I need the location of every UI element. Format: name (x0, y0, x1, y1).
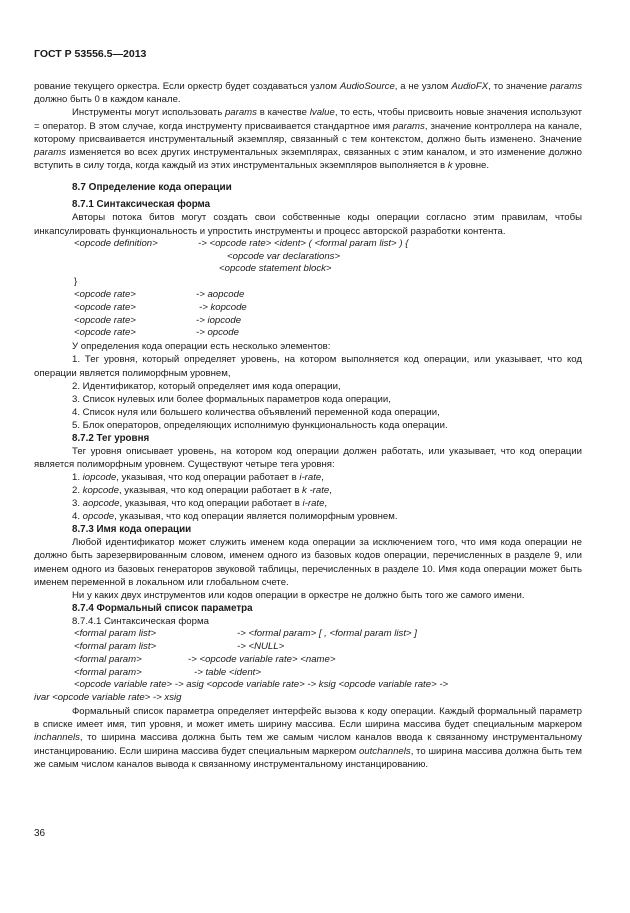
section-8-7-1-heading: 8.7.1 Синтаксическая форма (72, 199, 211, 211)
italic-term: params (550, 81, 582, 92)
syntax-formal-param-table: <formal param> -> table <ident> (74, 666, 261, 678)
standard-header: ГОСТ Р 53556.5—2013 (34, 48, 147, 60)
italic-term: params (34, 147, 66, 159)
italic-term: lvalue (309, 107, 335, 119)
text-run: , то значение (488, 81, 550, 92)
syntax-variable-rate-cont: ivar <opcode variable rate> -> xsig (34, 692, 182, 704)
text-run: , указывая, что код операции является полиморфным уровнем. (114, 511, 398, 523)
text-run: , то есть, чтобы присвоить новые значения используют = оператор. В этом случае, когда инструменту присваивается стандартное имя (34, 107, 582, 132)
text-run: , (324, 498, 328, 510)
paragraph-rate-tag: Тег уровня описывает уровень, на котором код операции должен работать, или указывает, что код операции является полиморфным уровнем. Существуют четыре тега уровня: (34, 445, 582, 471)
paragraph-orchestra (34, 80, 582, 106)
syntax-statement-block: <opcode statement block> (219, 263, 332, 275)
list-item (34, 497, 582, 510)
list-item: 2. Идентификатор, который определяет имя кода операции, (72, 380, 341, 392)
italic-term: aopcode (82, 498, 120, 510)
italic-term: AudioFX (451, 81, 489, 92)
syntax-formal-param: <formal param> -> <opcode variable rate> <name> (74, 653, 336, 665)
italic-term: kopcode (82, 485, 119, 497)
section-8-7-4-heading: 8.7.4 Формальный список параметра (72, 603, 253, 615)
syntax-rate-aopcode: <opcode rate> -> aopcode (74, 289, 245, 301)
section-8-7-4-1-heading: 8.7.4.1 Синтаксическая форма (72, 616, 209, 628)
section-8-7-2-heading: 8.7.2 Тег уровня (72, 432, 150, 444)
italic-term: iopcode (82, 472, 117, 484)
italic-term: i-rate (302, 498, 325, 510)
page-number: 36 (34, 828, 46, 839)
text-run: 4. (72, 511, 83, 523)
text-run: 2. (72, 485, 83, 497)
paragraph-elements-intro: У определения кода операции есть несколько элементов: (72, 341, 331, 353)
section-8-7-3-heading: 8.7.3 Имя кода операции (72, 524, 192, 536)
syntax-formal-param-list: <formal param list> -> <formal param> [ , <formal param list> ] (74, 628, 417, 640)
text-run: , указывая, что код операции работает в (118, 485, 303, 497)
text-run: , а не узлом (394, 81, 452, 92)
paragraph-opcode-intro: Авторы потока битов могут создать свои собственные коды операции согласно этим правилам, чтобы инкапсулировать функциональность и упростить инструменты и процесс авторской разработки контента. (34, 212, 582, 237)
list-item: 5. Блок операторов, определяющих исполнимую функциональность кода операции. (72, 419, 448, 431)
paragraph-opcode-name: Любой идентификатор может служить именем кода операции за исключением того, что имя кода операции не должно быть зарезервированным словом, именем одного из базовых кодов операции, перечисленных в разделе 9, или именем одного из базовых генераторов звуковой таблицы, перечисленных в разделе 10. Имя кода операции может быть именем переменной в локальном или глобальном счете. (34, 537, 582, 588)
syntax-opcode-definition: <opcode definition> -> <opcode rate> <ident> ( <formal param list> ) { (74, 237, 409, 249)
text-run: в качестве (256, 107, 310, 119)
text-run: рование текущего оркестра. Если оркестр будет создаваться узлом (34, 81, 340, 92)
syntax-var-declarations: <opcode var declarations> (227, 250, 341, 262)
italic-term: opcode (82, 511, 115, 523)
text-run: 1. (72, 472, 83, 484)
text-run: 3. (72, 498, 83, 510)
italic-term: k (447, 160, 453, 172)
document-page (34, 48, 582, 771)
paragraph-unique-names: Ни у каких двух инструментов или кодов операции в оркестре не должно быть того же самого имени. (72, 590, 525, 602)
text-run: , указывая, что код операции работает в (116, 472, 300, 484)
paragraph-params (34, 106, 582, 172)
syntax-close-brace: } (74, 276, 78, 288)
list-item: 4. Список нуля или большего количества объявлений переменной кода операции, (72, 406, 440, 418)
syntax-rate-iopcode: <opcode rate> -> iopcode (74, 314, 242, 326)
italic-term: params (392, 120, 425, 132)
text-run: должно быть 0 в каждом канале. (34, 94, 181, 106)
section-8-7-heading: 8.7 Определение кода операции (72, 182, 232, 194)
list-item (34, 484, 582, 497)
text-run: , указывая, что код операции работает в (119, 498, 303, 510)
list-item: 1. Тег уровня, который определяет уровень, на котором выполняется код операции, или указывает, что код операции является полиморфным уровнем, (34, 354, 582, 379)
italic-term: params (224, 107, 257, 119)
text-run: Инструменты могут использовать (72, 107, 225, 119)
list-item (34, 471, 582, 484)
text-run: , (321, 472, 324, 484)
syntax-variable-rate: <opcode variable rate> -> asig <opcode variable rate> -> ksig <opcode variable rate> -> (74, 679, 449, 691)
text-run: изменяется во всех других инструментальных экземплярах, связанных с этим каналом, и это изменение должно вступить в силу тогда, когда каждый из этих инструментальных экземпляров выполняется в (34, 147, 582, 172)
italic-term: AudioSource (339, 81, 395, 92)
syntax-rate-opcode: <opcode rate> -> opcode (74, 327, 239, 339)
text-run: , (329, 485, 332, 497)
text-run: , то ширина массива должна быть тем же самым числом каналов вывода к связанному инструментальному инстанцированию. (34, 745, 582, 770)
text-run: Формальный список параметра определяет интерфейс вызова к коду операции. Каждый формальный параметр в списке имеет имя, тип уровня, и может иметь ширину массива. Если ширина массива будет специальным маркером (34, 706, 582, 731)
syntax-rate-kopcode: <opcode rate> -> kopcode (74, 301, 247, 313)
italic-term: inchannels (34, 732, 80, 744)
list-item: 3. Список нулевых или более формальных параметров кода операции, (72, 393, 391, 405)
italic-term: i-rate (299, 472, 322, 484)
list-item (34, 510, 582, 523)
syntax-formal-param-list-null: <formal param list> -> <NULL> (74, 641, 285, 653)
text-run: уровне. (452, 160, 489, 172)
text-run: , то ширина массива должна быть тем же самым числом каналов ввода к связанному инструментальному инстанцированию. Если ширина массива будет специальным маркером (34, 732, 582, 757)
italic-term: k -rate (302, 485, 330, 497)
text-run: , значение контроллера на канале, которому присваивается инструментальный экземпляр, связанный с тем контекстом, должно быть изменено. Значение (34, 120, 582, 145)
italic-term: outchannels (358, 745, 411, 757)
paragraph-formal-params (34, 705, 582, 771)
